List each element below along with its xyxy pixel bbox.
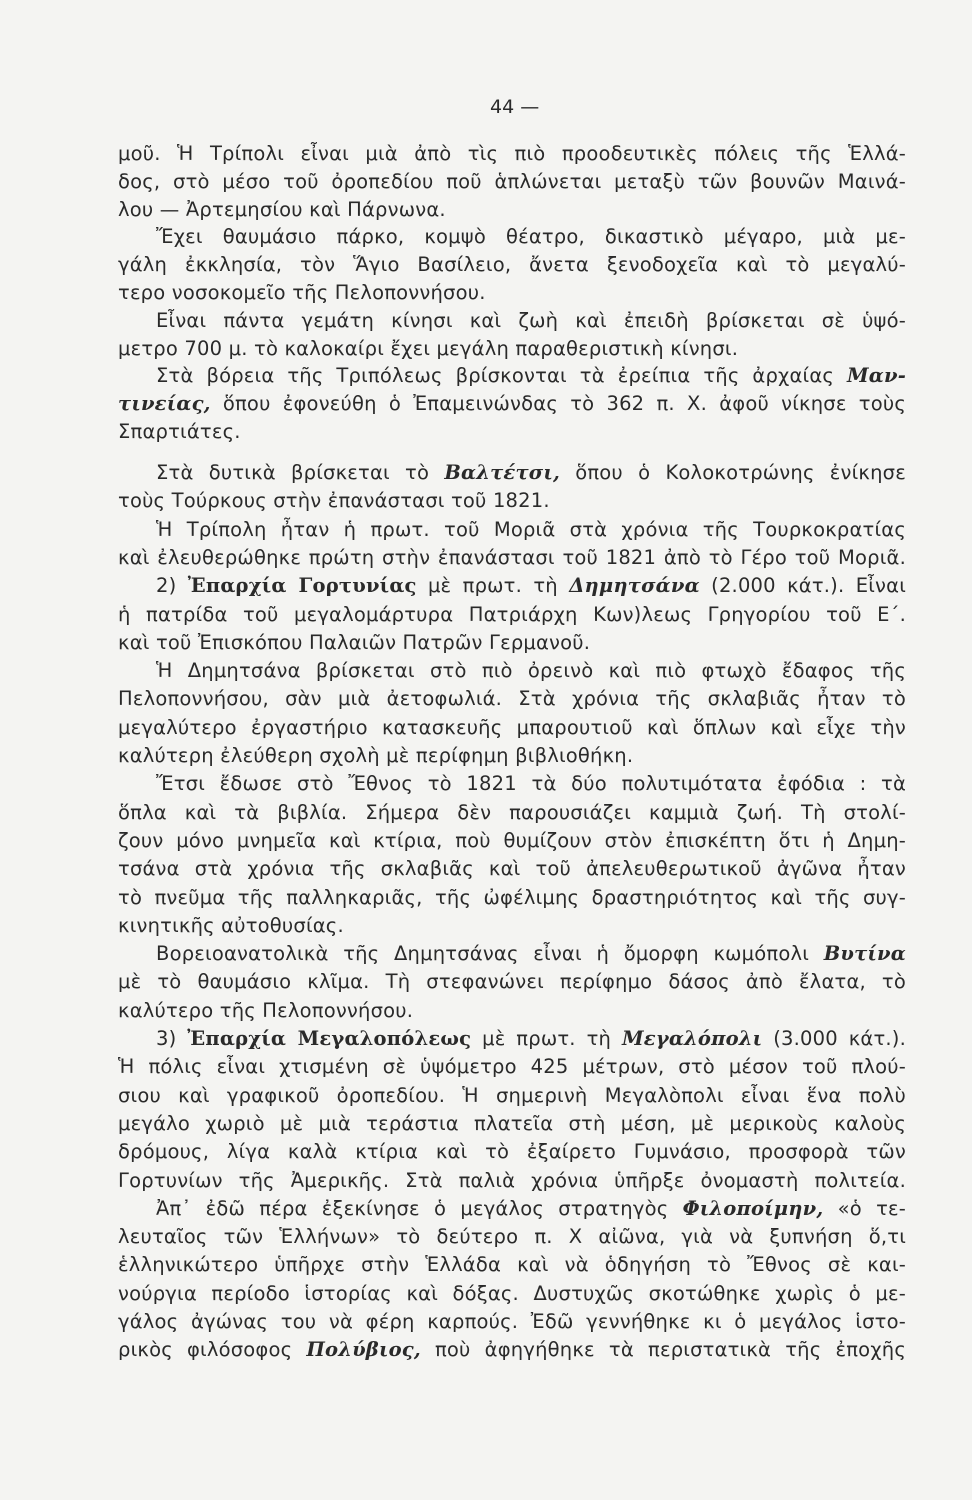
text-segment: ὅπου ὁ Κολοκοτρώνης ἐνίκησε <box>560 461 906 484</box>
text-segment: Στὰ βόρεια τῆς Τριπόλεως βρίσκονται τὰ ἐρείπια τῆς ἀρχαίας <box>156 364 847 388</box>
text-segment: νούργια περίοδο ἱστορίας καὶ δόξας. Δυστυχῶς σκοτώθηκε χωρὶς ὁ με- <box>118 1281 906 1305</box>
text-segment: μὲ πρωτ. τὴ <box>471 1027 622 1050</box>
text-line <box>118 857 906 881</box>
text-line <box>118 1140 906 1164</box>
text-segment: ὅπλα καὶ τὰ βιβλία. Σήμερα δὲν παρουσιάζει καμμιὰ ζωή. Τὴ στολί- <box>118 800 906 824</box>
text-segment: τὸ πνεῦμα τῆς παλληκαριᾶς, τῆς ὠφέλιμης δραστηριότητος καὶ τῆς συγ- <box>118 885 906 909</box>
text-line <box>118 829 906 853</box>
text-segment: Ἡ Τρίπολη ἦταν ἡ πρωτ. τοῦ Μοριᾶ στὰ χρόνια τῆς Τουρκοκρατίας <box>156 517 906 541</box>
text-segment: δρόμους, λίγα καλὰ κτίρια καὶ τὸ ἐξαίρετο Γυμνάσιο, προσφορὰ τῶν <box>118 1140 906 1164</box>
text-line <box>156 364 906 388</box>
text-segment: Ἀπ᾽ ἐδῶ πέρα ἐξεκίνησε ὁ μεγάλος στρατηγὸς <box>156 1196 683 1220</box>
text-segment: ποὺ ἀφηγήθηκε τὰ περιστατικὰ τῆς ἐποχῆς <box>420 1338 906 1362</box>
text-segment: Ἔτσι ἔδωσε στὸ Ἔθνος τὸ 1821 τὰ δύο πολυτιμότατα ἐφόδια : τὰ <box>156 772 906 796</box>
emphasized-term: Βυτίνα <box>823 942 906 966</box>
text-line <box>156 772 906 796</box>
page-number: 44 — <box>490 96 540 118</box>
text-segment: λου — Ἀρτεμησίου καὶ Πάρνωνα. <box>118 197 446 221</box>
text-line <box>118 914 906 938</box>
text-segment: μὲ τὸ θαυμάσιο κλῖμα. Τὴ στεφανώνει περίφημο δάσος ἀπὸ ἔλατα, τὸ <box>118 970 906 994</box>
text-segment: «ὁ τε- <box>823 1196 907 1220</box>
emphasized-term: Μαν- <box>846 364 906 388</box>
text-line <box>118 886 906 910</box>
text-segment: Πελοποννήσου, σὰν μιὰ ἀετοφωλιά. Στὰ χρόνια τῆς σκλαβιᾶς ἦταν τὸ <box>118 687 906 711</box>
text-segment: μὲ πρωτ. τὴ <box>416 574 570 598</box>
text-segment: δος, στὸ μέσο τοῦ ὀροπεδίου ποῦ ἁπλώνεται μεταξὺ τῶν βουνῶν Μαινά- <box>118 169 906 193</box>
text-line <box>118 970 906 994</box>
text-segment: μεγάλο χωριὸ μὲ μιὰ τεράστια πλατεῖα στὴ μέση, μὲ μερικοὺς καλοὺς <box>118 1111 906 1135</box>
text-segment: σιου καὶ γραφικοῦ ὀροπεδίου. Ἡ σημερινὴ Μεγαλὸπολι εἶναι ἕνα πολὺ <box>118 1083 906 1107</box>
text-line <box>118 801 906 825</box>
text-line <box>118 546 906 570</box>
text-segment: καὶ ἐλευθερώθηκε πρώτη στὴν ἐπανάστασι τοῦ 1821 ἀπὸ τὸ Γέρο τοῦ Μοριᾶ. <box>118 545 906 569</box>
text-segment: μεγαλύτερο ἐργαστήριο κατασκευῆς μπαρουτιοῦ καὶ ὅπλων καὶ εἶχε τὴν <box>118 715 906 739</box>
text-segment: Βορειοανατολικὰ τῆς Δημητσάνας εἶναι ἡ ὄμορφη κωμόπολι <box>156 942 824 966</box>
text-segment: ρικὸς φιλόσοφος <box>118 1338 307 1362</box>
text-line <box>118 337 906 361</box>
text-line <box>156 461 906 485</box>
text-segment: τοὺς Τούρκους στὴν ἐπανάστασι τοῦ 1821. <box>118 489 550 513</box>
text-segment: τερο νοσοκομεῖο τῆς Πελοποννήσου. <box>118 281 486 304</box>
text-line <box>118 420 906 444</box>
text-line <box>118 1084 906 1108</box>
emphasized-term: Φιλοποίμην, <box>682 1196 824 1220</box>
text-line <box>118 198 906 222</box>
text-segment: Στὰ δυτικὰ βρίσκεται τὸ <box>156 461 445 484</box>
text-segment: μετρο 700 μ. τὸ καλοκαίρι ἔχει μεγάλη παραθεριστικὴ κίνησι. <box>118 336 739 360</box>
text-segment: ζουν μόνο μνημεῖα καὶ κτίρια, ποὺ θυμίζουν στὸν ἐπισκέπτη ὅτι ἡ Δημη- <box>118 828 906 852</box>
text-line <box>156 518 906 542</box>
emphasized-term: Μεγαλόπολι <box>621 1027 763 1050</box>
text-segment: ὅπου ἐφονεύθη ὁ Ἐπαμεινώνδας τὸ 362 π. Χ. ἀφοῦ νίκησε τοὺς <box>210 392 906 416</box>
text-line <box>156 574 906 598</box>
text-segment: (2.000 κάτ.). Εἶναι <box>699 574 906 598</box>
text-segment: Ἡ Δημητσάνα βρίσκεται στὸ πιὸ ὀρεινὸ καὶ πιὸ φτωχὸ ἔδαφος τῆς <box>156 659 906 683</box>
text-line <box>156 225 906 249</box>
text-segment: Ἡ πόλις εἶναι χτισμένη σὲ ὑψόμετρο 425 μέτρων, στὸ μέσον τοῦ πλού- <box>118 1055 906 1079</box>
text-line <box>156 309 906 333</box>
text-segment: 3) <box>156 1027 188 1050</box>
text-line <box>118 1112 906 1136</box>
text-line <box>118 999 906 1023</box>
emphasized-term: Ἐπαρχία Γορτυνίας <box>187 574 417 598</box>
text-segment: Ἔχει θαυμάσιο πάρκο, κομψὸ θέατρο, δικαστικὸ μέγαρο, μιὰ με- <box>156 225 906 249</box>
text-line <box>118 142 906 166</box>
emphasized-term: Βαλτέτσι, <box>444 461 560 484</box>
text-line <box>118 1253 906 1277</box>
emphasized-term: τινείας, <box>118 392 211 416</box>
text-line <box>156 942 906 966</box>
text-segment: Γορτυνίων τῆς Ἀμερικῆς. Στὰ παλιὰ χρόνια ὑπῆρξε ὀνομαστὴ πολιτεία. <box>118 1168 906 1192</box>
text-line <box>118 687 906 711</box>
text-line <box>118 170 906 194</box>
text-segment: (3.000 κάτ.). <box>762 1027 906 1050</box>
text-line <box>156 1027 906 1051</box>
text-line <box>118 1310 906 1334</box>
text-segment: ἑλληνικώτερο ὑπῆρχε στὴν Ἑλλάδα καὶ νὰ ὁδηγήση τὸ Ἔθνος σὲ και- <box>118 1253 906 1277</box>
text-line <box>118 716 906 740</box>
text-line <box>118 1282 906 1306</box>
text-line <box>118 1055 906 1079</box>
text-segment: Σπαρτιάτες. <box>118 420 241 443</box>
text-segment: κινητικῆς αὐτοθυσίας. <box>118 913 344 937</box>
text-segment: 2) <box>156 574 188 598</box>
text-line <box>118 489 906 513</box>
text-line <box>118 281 906 305</box>
text-segment: καὶ τοῦ Ἐπισκόπου Παλαιῶν Πατρῶν Γερμανοῦ. <box>118 630 591 654</box>
emphasized-term: Δημητσάνα <box>569 574 700 598</box>
text-line <box>118 1338 906 1362</box>
text-line <box>118 253 906 277</box>
text-line <box>118 1169 906 1193</box>
text-segment: τσάνα στὰ χρόνια τῆς σκλαβιᾶς καὶ τοῦ ἀπελευθερωτικοῦ ἀγῶνα ἦταν <box>118 857 906 881</box>
text-segment: μοῦ. Ἡ Τρίπολι εἶναι μιὰ ἀπὸ τὶς πιὸ προοδευτικὲς πόλεις τῆς Ἑλλά- <box>118 142 906 165</box>
text-segment: καλύτερο τῆς Πελοποννήσου. <box>118 998 414 1022</box>
text-segment: Εἶναι πάντα γεμάτη κίνησι καὶ ζωὴ καὶ ἐπειδὴ βρίσκεται σὲ ὑψό- <box>156 308 906 332</box>
text-segment: γάλη ἐκκλησία, τὸν Ἅγιο Βασίλειο, ἄνετα ξενοδοχεῖα καὶ τὸ μεγαλύ- <box>118 253 906 277</box>
text-line <box>156 659 906 683</box>
emphasized-term: Πολύβιος, <box>306 1338 421 1362</box>
text-segment: λευταῖος τῶν Ἑλλήνων» τὸ δεύτερο π. Χ αἰῶνα, γιὰ νὰ ξυπνήση ὅ,τι <box>118 1225 906 1249</box>
text-segment: ἡ πατρίδα τοῦ μεγαλομάρτυρα Πατριάρχη Κων)λεως Γρηγορίου τοῦ Ε΄. <box>118 602 906 626</box>
text-line <box>156 1197 906 1221</box>
text-line <box>118 392 906 416</box>
emphasized-term: Ἐπαρχία Μεγαλοπόλεως <box>187 1027 472 1050</box>
text-segment: γάλος ἀγώνας του νὰ φέρη καρπούς. Ἐδῶ γεννήθηκε κι ὁ μεγάλος ἱστο- <box>118 1310 906 1333</box>
text-segment: καλύτερη ἐλεύθερη σχολὴ μὲ περίφημη βιβλιοθήκη. <box>118 744 634 767</box>
text-line <box>118 1225 906 1249</box>
text-line <box>118 603 906 627</box>
text-line <box>118 631 906 655</box>
text-line <box>118 744 906 768</box>
